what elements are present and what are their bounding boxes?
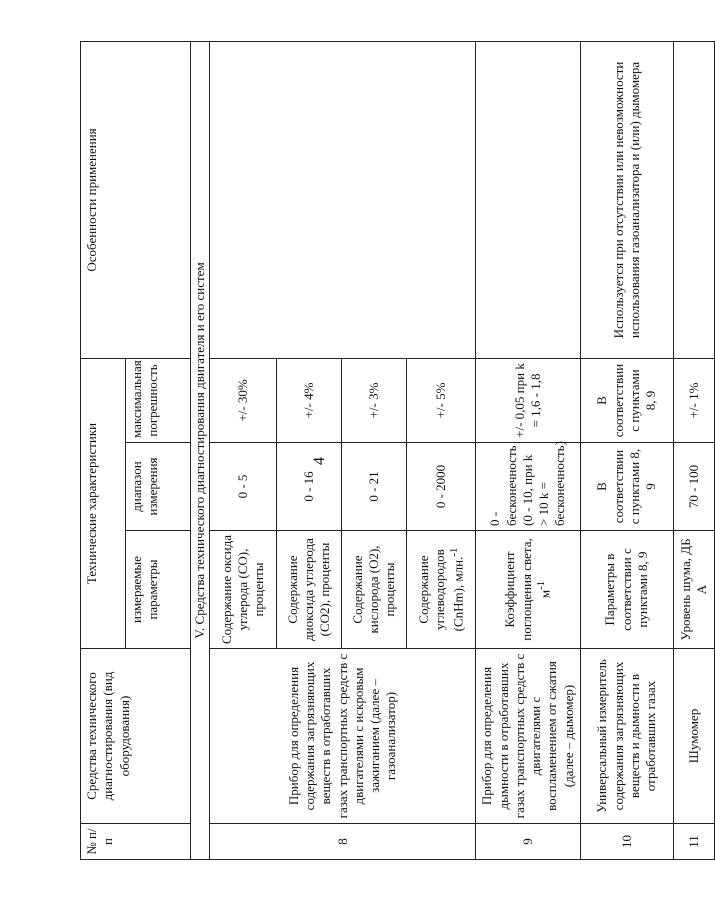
row-10-tool: Универсальный измеритель содержания загрязняющих веществ и дымности в отработавших газах — [580, 649, 673, 824]
row-9-param-text: Коэффициент поглощения света, м — [502, 538, 553, 641]
row-11-tool: Шумомер — [673, 649, 714, 824]
row-8-num: 8 — [210, 824, 476, 860]
rotated-page-content — [80, 42, 709, 860]
row-8-param-cnhm-text: Содержание углеводородов (CnHm), млн. — [415, 549, 466, 632]
row-11-range: 70 - 100 — [673, 443, 714, 531]
row-8-param-o2: Содержание кислорода (O2), проценты — [342, 531, 407, 649]
row-8-error-co: +/- 30% — [210, 358, 277, 442]
row-11-param: Уровень шума, ДБ А — [673, 531, 714, 649]
row-9-num: 9 — [476, 824, 581, 860]
header-param: измеряемые параметры — [126, 531, 191, 649]
row-8-param-cnhm — [407, 531, 476, 649]
row-10-features: Используется при отсутствии или невозможности использования газоанализатора и (или) дымомера — [580, 41, 673, 358]
row-8-range-co: 0 - 5 — [210, 443, 277, 531]
header-tech-characteristics: Технические характеристики — [81, 358, 126, 648]
header-error: максимальная погрешность — [126, 358, 191, 442]
row-8-error-co2: +/- 4% — [277, 358, 342, 442]
row-10-param: Параметры в соответствии с пунктами 8, 9 — [580, 531, 673, 649]
header-range: диапазон измерения — [126, 443, 191, 531]
row-8-param-co: Содержание оксида углерода (CO), проценты — [210, 531, 277, 649]
row-8-features — [210, 41, 476, 358]
row-10-num: 10 — [580, 824, 673, 860]
header-tool: Средства технического диагностирования (вид оборудования) — [81, 649, 191, 824]
page-number: 4 — [311, 457, 328, 465]
row-8-range-co2: 0 - 16 — [277, 443, 342, 531]
row-9-param-sup: -1 — [534, 580, 547, 590]
row-11-num: 11 — [673, 824, 714, 860]
row-8-range-cnhm: 0 - 2000 — [407, 443, 476, 531]
row-9-features — [476, 41, 581, 358]
header-features: Особенности применения — [81, 41, 191, 358]
header-num: № п/п — [81, 824, 191, 860]
section-heading: V. Средства технического диагностирования двигателя и его систем — [191, 41, 210, 859]
row-9-tool: Прибор для определения дымности в отработавших газах транспортных средств с двигателями с воспламенением от сжатия (далее – дымомер) — [476, 649, 581, 824]
row-8-range-o2: 0 - 21 — [342, 443, 407, 531]
row-8-error-o2: +/- 3% — [342, 358, 407, 442]
row-8-param-cnhm-sup: -1 — [448, 547, 461, 557]
row-9-error: +/- 0,05 при k = 1,6 - 1,8 — [476, 358, 581, 442]
row-11-error: +/- 1% — [673, 358, 714, 442]
row-9-param — [476, 531, 581, 649]
row-11-features — [673, 41, 714, 358]
row-8-error-cnhm: +/- 5% — [407, 358, 476, 442]
row-9-range: 0 - бесконечность (0 - 10, при k > 10 k = бесконечность) — [476, 443, 581, 531]
row-8-tool: Прибор для определения содержания загрязняющих веществ в отработавших газах транспортных средств с двигателями с искровым зажиганием (далее – газоанализатор) — [210, 649, 476, 824]
row-10-range: В соответствии с пунктами 8, 9 — [580, 443, 673, 531]
diagnostic-equipment-table — [80, 41, 715, 860]
row-10-error: В соответствии с пунктами 8, 9 — [580, 358, 673, 442]
row-8-param-co2: Содержание диоксида углерода (CO2), проценты — [277, 531, 342, 649]
